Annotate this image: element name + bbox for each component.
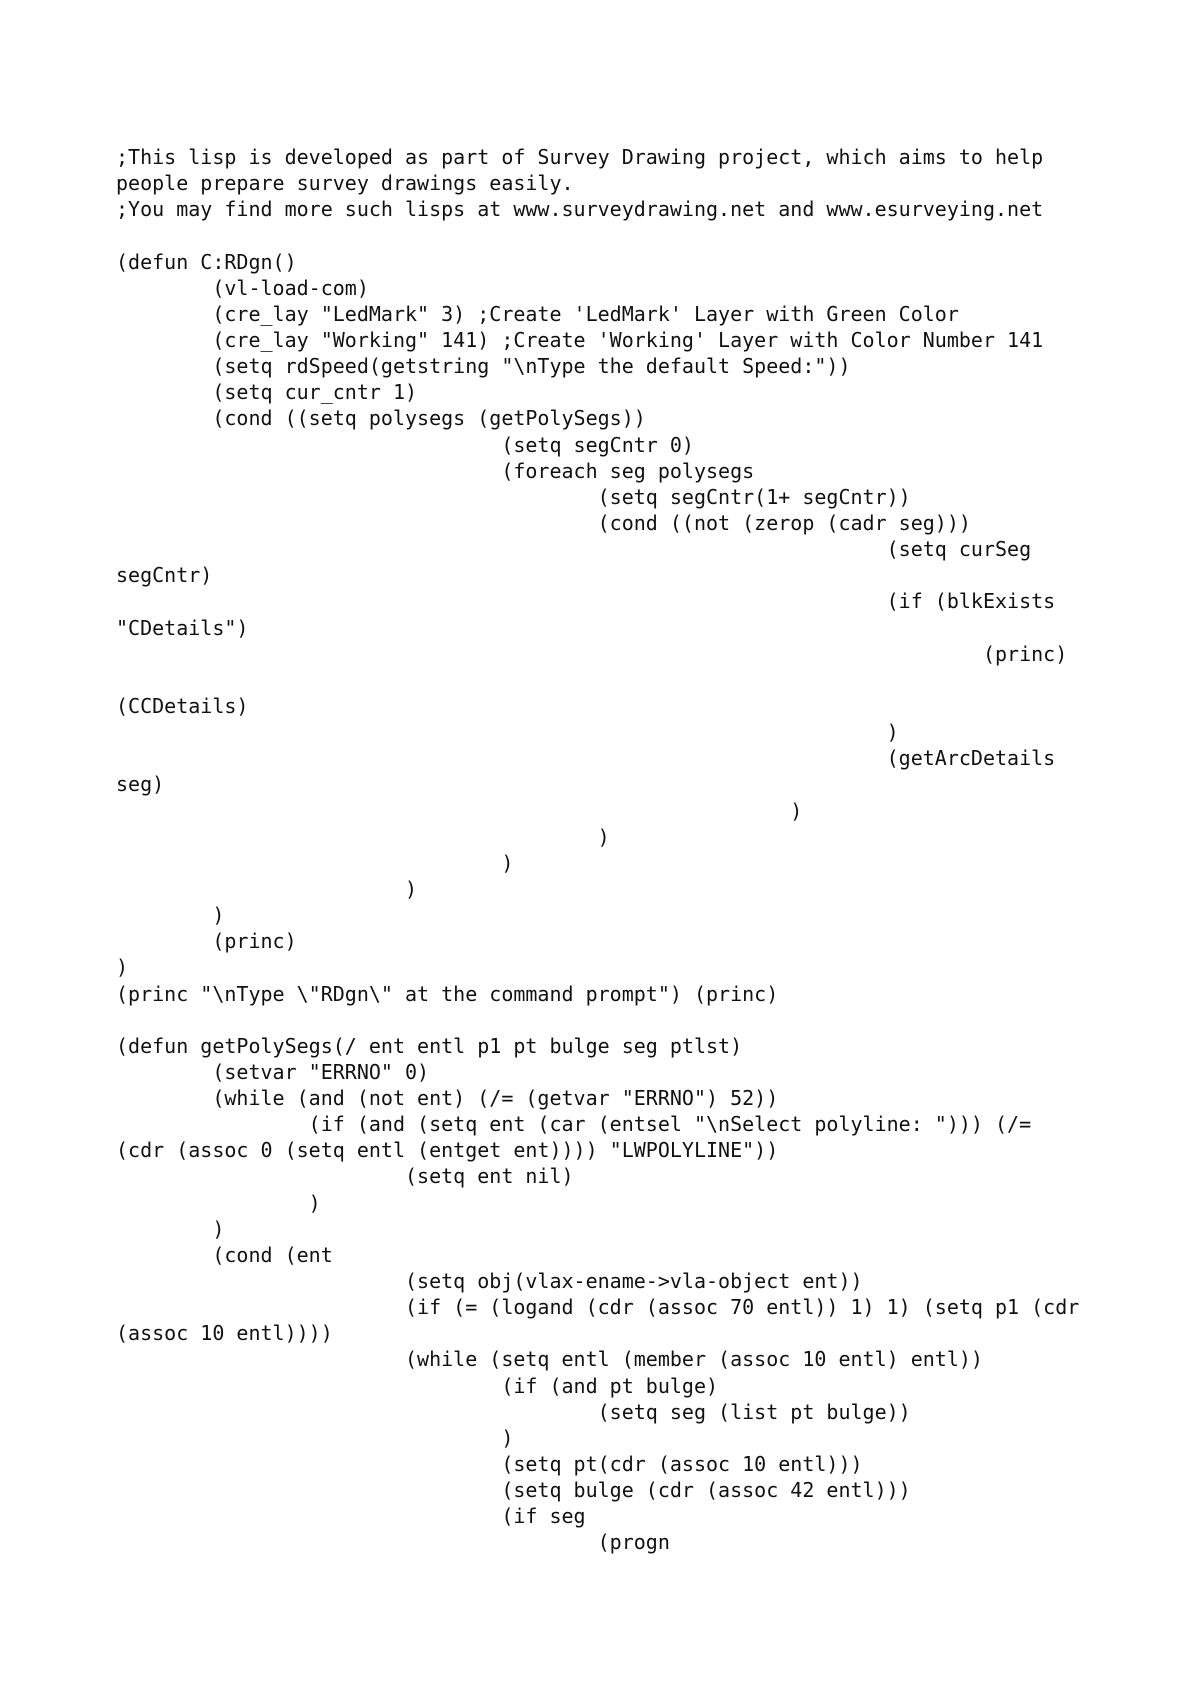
code-line: )	[116, 903, 225, 928]
code-line: segCntr)	[116, 563, 213, 588]
code-line	[116, 1007, 1126, 1033]
code-line: (princ)	[116, 929, 297, 954]
lisp-code-listing	[116, 144, 1126, 1556]
code-line: (setq seg (list pt bulge))	[116, 1399, 911, 1424]
code-line: (if seg	[116, 1504, 586, 1529]
code-line: )	[116, 720, 899, 745]
code-line: (if (and (setq ent (car (entsel "\nSelect polyline: "))) (/=	[116, 1112, 1032, 1137]
code-line: ;This lisp is developed as part of Survey Drawing project, which aims to help	[116, 145, 1044, 169]
code-line: (if (and pt bulge)	[116, 1373, 719, 1398]
code-line: "CDetails")	[116, 615, 249, 640]
code-line: seg)	[116, 772, 165, 797]
code-line: )	[116, 824, 610, 849]
code-line: (setq rdSpeed(getstring "\nType the default Speed:"))	[116, 354, 851, 379]
code-line: )	[116, 850, 514, 875]
code-line: (cond ((setq polysegs (getPolySegs))	[116, 406, 646, 431]
code-line: ;You may find more such lisps at www.surveydrawing.net and www.esurveying.net	[116, 197, 1044, 222]
code-line: (setq cur_cntr 1)	[116, 380, 418, 405]
code-line: )	[116, 876, 418, 901]
code-line: (setq bulge (cdr (assoc 42 entl)))	[116, 1478, 911, 1503]
code-line: (setq segCntr 0)	[116, 432, 694, 457]
code-line: (CCDetails)	[116, 693, 249, 718]
code-line: (princ)	[116, 641, 1068, 666]
code-line: (assoc 10 entl))))	[116, 1321, 333, 1346]
code-line: (progn	[116, 1530, 670, 1555]
code-line: )	[116, 798, 803, 823]
code-line: (defun getPolySegs(/ ent entl p1 pt bulge seg ptlst)	[116, 1033, 743, 1058]
code-line	[116, 222, 1126, 248]
code-line	[116, 667, 1126, 693]
code-line: (defun C:RDgn()	[116, 249, 297, 274]
code-line: (cre_lay "LedMark" 3) ;Create 'LedMark' Layer with Green Color	[116, 301, 959, 326]
code-line: (if (= (logand (cdr (assoc 70 entl)) 1) 1) (setq p1 (cdr	[116, 1295, 1080, 1320]
code-line: (while (and (not ent) (/= (getvar "ERRNO") 52))	[116, 1086, 779, 1111]
code-line: (vl-load-com)	[116, 275, 369, 300]
code-line: (while (setq entl (member (assoc 10 entl) entl))	[116, 1347, 983, 1372]
code-line: (setvar "ERRNO" 0)	[116, 1059, 430, 1084]
code-line: (cond (ent	[116, 1242, 333, 1267]
code-line: (princ "\nType \"RDgn\" at the command prompt") (princ)	[116, 981, 779, 1006]
code-line: (setq segCntr(1+ segCntr))	[116, 484, 911, 509]
code-line: (cdr (assoc 0 (setq entl (entget ent)))) "LWPOLYLINE"))	[116, 1138, 779, 1163]
code-line: (getArcDetails	[116, 746, 1056, 771]
code-line: people prepare survey drawings easily.	[116, 171, 574, 196]
code-line: (setq curSeg	[116, 537, 1032, 562]
code-line: (setq ent nil)	[116, 1164, 574, 1189]
code-line: )	[116, 1216, 225, 1241]
code-line: (foreach seg polysegs	[116, 458, 755, 483]
code-line: (cond ((not (zerop (cadr seg)))	[116, 510, 971, 535]
code-line: (cre_lay "Working" 141) ;Create 'Working' Layer with Color Number 141	[116, 327, 1044, 352]
code-line: )	[116, 1190, 321, 1215]
code-line: (setq pt(cdr (assoc 10 entl)))	[116, 1452, 863, 1477]
code-line: )	[116, 1425, 514, 1450]
code-line: (if (blkExists	[116, 589, 1056, 614]
code-line: (setq obj(vlax-ename->vla-object ent))	[116, 1269, 863, 1294]
code-line: )	[116, 955, 129, 980]
